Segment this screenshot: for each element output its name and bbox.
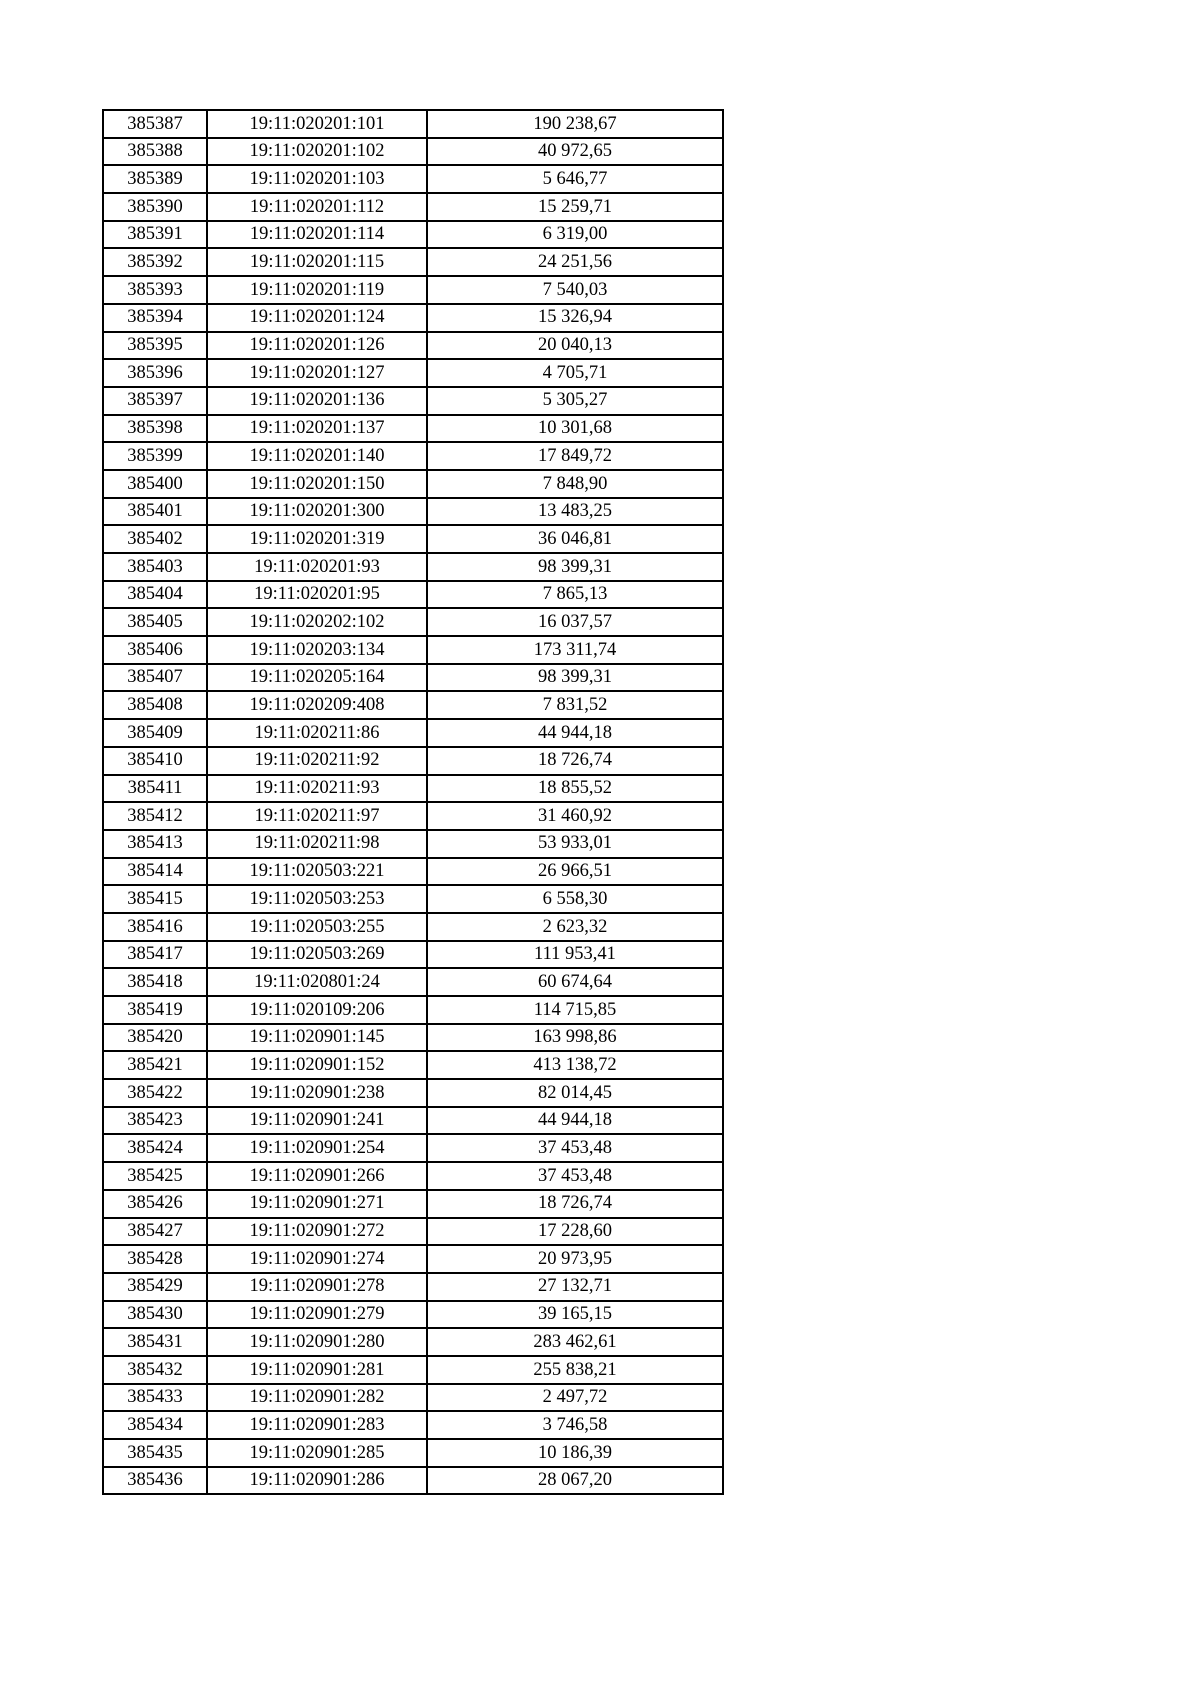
cadastral-number-cell: 19:11:020901:280 [207,1328,427,1356]
row-number-cell: 385393 [103,276,207,304]
row-number-cell: 385426 [103,1190,207,1218]
amount-cell: 413 138,72 [427,1051,723,1079]
cadastral-number-cell: 19:11:020901:266 [207,1162,427,1190]
cadastral-number-cell: 19:11:020901:283 [207,1411,427,1439]
row-number-cell: 385422 [103,1079,207,1107]
amount-cell: 18 726,74 [427,747,723,775]
table-row [103,1328,723,1356]
table-row [103,1467,723,1495]
amount-cell: 4 705,71 [427,359,723,387]
table-row [103,1190,723,1218]
amount-cell: 27 132,71 [427,1273,723,1301]
row-number-cell: 385433 [103,1384,207,1412]
cadastral-number-cell: 19:11:020901:241 [207,1107,427,1135]
table-row [103,332,723,360]
row-number-cell: 385425 [103,1162,207,1190]
cadastral-number-cell: 19:11:020901:272 [207,1218,427,1246]
cadastral-number-cell: 19:11:020901:279 [207,1301,427,1329]
row-number-cell: 385435 [103,1439,207,1467]
cadastral-number-cell: 19:11:020201:137 [207,415,427,443]
cadastral-number-cell: 19:11:020201:300 [207,498,427,526]
table-row [103,304,723,332]
row-number-cell: 385417 [103,941,207,969]
table-row [103,775,723,803]
row-number-cell: 385401 [103,498,207,526]
row-number-cell: 385427 [103,1218,207,1246]
row-number-cell: 385429 [103,1273,207,1301]
row-number-cell: 385411 [103,775,207,803]
amount-cell: 17 228,60 [427,1218,723,1246]
row-number-cell: 385399 [103,442,207,470]
table-row [103,498,723,526]
amount-cell: 98 399,31 [427,553,723,581]
cadastral-number-cell: 19:11:020901:238 [207,1079,427,1107]
amount-cell: 15 326,94 [427,304,723,332]
cadastral-number-cell: 19:11:020201:319 [207,525,427,553]
row-number-cell: 385404 [103,581,207,609]
cadastral-number-cell: 19:11:020201:95 [207,581,427,609]
row-number-cell: 385398 [103,415,207,443]
table-row [103,1218,723,1246]
cadastral-number-cell: 19:11:020203:134 [207,636,427,664]
row-number-cell: 385405 [103,608,207,636]
amount-cell: 7 848,90 [427,470,723,498]
row-number-cell: 385407 [103,664,207,692]
cadastral-number-cell: 19:11:020211:93 [207,775,427,803]
row-number-cell: 385389 [103,165,207,193]
row-number-cell: 385431 [103,1328,207,1356]
amount-cell: 60 674,64 [427,968,723,996]
table-row [103,719,723,747]
table-row [103,1051,723,1079]
amount-cell: 20 973,95 [427,1245,723,1273]
cadastral-number-cell: 19:11:020901:282 [207,1384,427,1412]
row-number-cell: 385423 [103,1107,207,1135]
row-number-cell: 385436 [103,1467,207,1495]
row-number-cell: 385434 [103,1411,207,1439]
amount-cell: 10 186,39 [427,1439,723,1467]
row-number-cell: 385402 [103,525,207,553]
amount-cell: 24 251,56 [427,248,723,276]
table-row [103,276,723,304]
row-number-cell: 385400 [103,470,207,498]
amount-cell: 18 855,52 [427,775,723,803]
amount-cell: 16 037,57 [427,608,723,636]
row-number-cell: 385421 [103,1051,207,1079]
table-row [103,359,723,387]
table-row [103,802,723,830]
cadastral-number-cell: 19:11:020211:92 [207,747,427,775]
amount-cell: 82 014,45 [427,1079,723,1107]
table-row [103,581,723,609]
table-row [103,470,723,498]
amount-cell: 5 305,27 [427,387,723,415]
row-number-cell: 385424 [103,1134,207,1162]
row-number-cell: 385391 [103,221,207,249]
table-row [103,913,723,941]
table-row [103,165,723,193]
row-number-cell: 385418 [103,968,207,996]
amount-cell: 15 259,71 [427,193,723,221]
cadastral-number-cell: 19:11:020201:136 [207,387,427,415]
cadastral-number-cell: 19:11:020901:278 [207,1273,427,1301]
cadastral-number-cell: 19:11:020201:114 [207,221,427,249]
cadastral-number-cell: 19:11:020201:112 [207,193,427,221]
table-row [103,1024,723,1052]
cadastral-number-cell: 19:11:020901:286 [207,1467,427,1495]
cadastral-number-cell: 19:11:020901:254 [207,1134,427,1162]
row-number-cell: 385395 [103,332,207,360]
amount-cell: 13 483,25 [427,498,723,526]
row-number-cell: 385428 [103,1245,207,1273]
row-number-cell: 385413 [103,830,207,858]
amount-cell: 53 933,01 [427,830,723,858]
cadastral-number-cell: 19:11:020201:101 [207,110,427,138]
amount-cell: 40 972,65 [427,138,723,166]
row-number-cell: 385419 [103,996,207,1024]
row-number-cell: 385420 [103,1024,207,1052]
table-row [103,664,723,692]
cadastral-number-cell: 19:11:020211:98 [207,830,427,858]
amount-cell: 7 865,13 [427,581,723,609]
amount-cell: 37 453,48 [427,1162,723,1190]
amount-cell: 114 715,85 [427,996,723,1024]
table-row [103,110,723,138]
row-number-cell: 385415 [103,885,207,913]
amount-cell: 44 944,18 [427,719,723,747]
cadastral-number-cell: 19:11:020201:126 [207,332,427,360]
row-number-cell: 385414 [103,858,207,886]
row-number-cell: 385408 [103,691,207,719]
table-row [103,968,723,996]
table-row [103,858,723,886]
amount-cell: 44 944,18 [427,1107,723,1135]
amount-cell: 36 046,81 [427,525,723,553]
amount-cell: 31 460,92 [427,802,723,830]
row-number-cell: 385387 [103,110,207,138]
cadastral-number-cell: 19:11:020201:102 [207,138,427,166]
amount-cell: 283 462,61 [427,1328,723,1356]
table-row [103,1356,723,1384]
cadastral-number-cell: 19:11:020901:274 [207,1245,427,1273]
cadastral-number-cell: 19:11:020201:119 [207,276,427,304]
table-row [103,1134,723,1162]
table-row [103,1162,723,1190]
amount-cell: 6 558,30 [427,885,723,913]
cadastral-number-cell: 19:11:020901:152 [207,1051,427,1079]
row-number-cell: 385432 [103,1356,207,1384]
table-row [103,415,723,443]
table-row [103,1301,723,1329]
row-number-cell: 385388 [103,138,207,166]
amount-cell: 39 165,15 [427,1301,723,1329]
amount-cell: 163 998,86 [427,1024,723,1052]
table-row [103,1411,723,1439]
amount-cell: 6 319,00 [427,221,723,249]
amount-cell: 3 746,58 [427,1411,723,1439]
cadastral-number-cell: 19:11:020201:127 [207,359,427,387]
row-number-cell: 385396 [103,359,207,387]
cadastral-number-cell: 19:11:020201:103 [207,165,427,193]
table-row [103,1384,723,1412]
table-row [103,1273,723,1301]
table-row [103,691,723,719]
row-number-cell: 385394 [103,304,207,332]
table-row [103,1439,723,1467]
amount-cell: 111 953,41 [427,941,723,969]
row-number-cell: 385412 [103,802,207,830]
amount-cell: 2 623,32 [427,913,723,941]
amount-cell: 255 838,21 [427,1356,723,1384]
table-row [103,248,723,276]
amount-cell: 7 831,52 [427,691,723,719]
cadastral-number-cell: 19:11:020201:124 [207,304,427,332]
cadastral-number-cell: 19:11:020201:150 [207,470,427,498]
row-number-cell: 385403 [103,553,207,581]
table-row [103,193,723,221]
amount-cell: 190 238,67 [427,110,723,138]
table-row [103,885,723,913]
table-body [103,110,723,1494]
cadastral-number-cell: 19:11:020901:145 [207,1024,427,1052]
table-row [103,221,723,249]
table-row [103,941,723,969]
cadastral-number-cell: 19:11:020109:206 [207,996,427,1024]
table-row [103,747,723,775]
amount-cell: 28 067,20 [427,1467,723,1495]
amount-cell: 20 040,13 [427,332,723,360]
amount-cell: 98 399,31 [427,664,723,692]
cadastral-number-cell: 19:11:020503:253 [207,885,427,913]
row-number-cell: 385406 [103,636,207,664]
table-row [103,553,723,581]
table-row [103,525,723,553]
cadastral-number-cell: 19:11:020503:221 [207,858,427,886]
amount-cell: 18 726,74 [427,1190,723,1218]
table-row [103,996,723,1024]
table-row [103,442,723,470]
table-row [103,138,723,166]
cadastral-number-cell: 19:11:020202:102 [207,608,427,636]
cadastral-number-cell: 19:11:020503:255 [207,913,427,941]
row-number-cell: 385392 [103,248,207,276]
row-number-cell: 385430 [103,1301,207,1329]
table-row [103,830,723,858]
cadastral-number-cell: 19:11:020901:281 [207,1356,427,1384]
row-number-cell: 385390 [103,193,207,221]
cadastral-number-cell: 19:11:020901:271 [207,1190,427,1218]
cadastral-number-cell: 19:11:020503:269 [207,941,427,969]
cadastral-number-cell: 19:11:020211:97 [207,802,427,830]
table-row [103,1245,723,1273]
row-number-cell: 385416 [103,913,207,941]
cadastral-number-cell: 19:11:020209:408 [207,691,427,719]
table-row [103,608,723,636]
amount-cell: 173 311,74 [427,636,723,664]
cadastral-number-cell: 19:11:020801:24 [207,968,427,996]
row-number-cell: 385397 [103,387,207,415]
table-row [103,636,723,664]
cadastral-number-cell: 19:11:020901:285 [207,1439,427,1467]
amount-cell: 37 453,48 [427,1134,723,1162]
cadastral-number-cell: 19:11:020201:93 [207,553,427,581]
row-number-cell: 385409 [103,719,207,747]
amount-cell: 5 646,77 [427,165,723,193]
amount-cell: 7 540,03 [427,276,723,304]
table-row [103,1079,723,1107]
row-number-cell: 385410 [103,747,207,775]
amount-cell: 2 497,72 [427,1384,723,1412]
amount-cell: 10 301,68 [427,415,723,443]
amount-cell: 17 849,72 [427,442,723,470]
cadastral-number-cell: 19:11:020201:140 [207,442,427,470]
data-table [102,109,724,1495]
cadastral-number-cell: 19:11:020201:115 [207,248,427,276]
cadastral-number-cell: 19:11:020211:86 [207,719,427,747]
cadastral-number-cell: 19:11:020205:164 [207,664,427,692]
amount-cell: 26 966,51 [427,858,723,886]
table-row [103,387,723,415]
table-row [103,1107,723,1135]
